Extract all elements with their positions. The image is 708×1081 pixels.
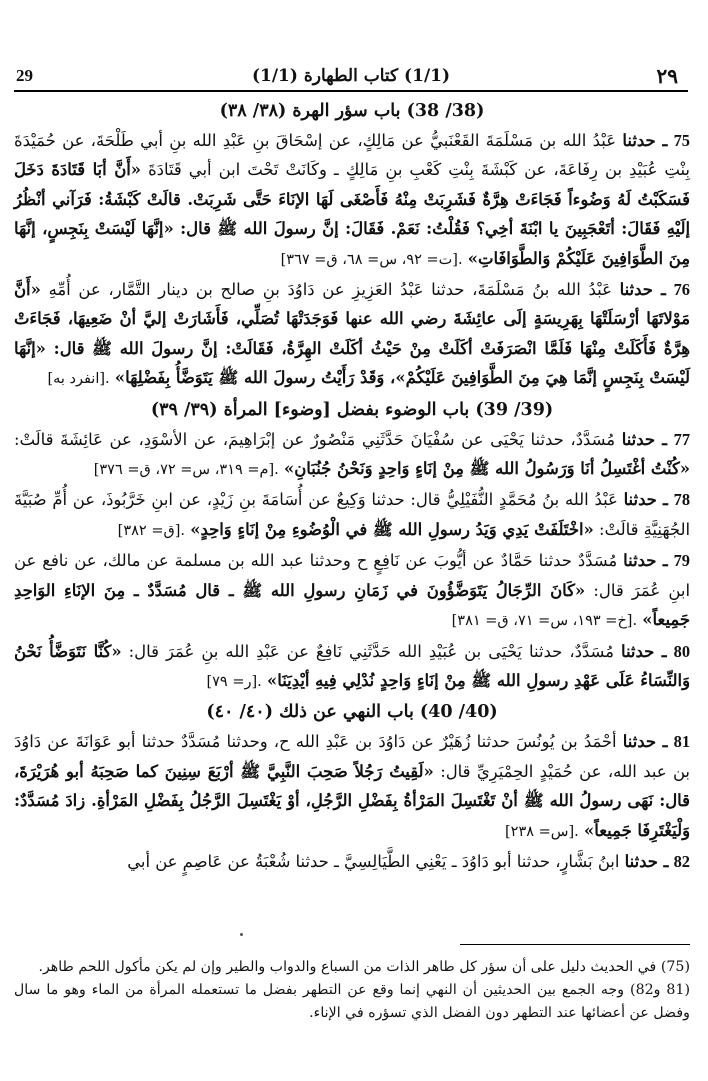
hadith-77 — [14, 425, 690, 486]
hadith-number: 79 — [673, 551, 690, 571]
hadith-lead: ـ حدثنا — [623, 490, 668, 510]
hadith-81 — [14, 727, 690, 847]
hadith-reference: .[ر= ٧٩] — [206, 673, 262, 690]
hadith-isnad: عَبْدُ الله بنُ مُحَمَّدٍ النُّفَيْلِيُّ قال: حدثنا وَكِيعٌ عن أُسَامَةَ بنِ زَيْدٍ، عن ابنِ خَرَّبُوذَ، عن أُمِّ صُبَيَّةَ الجُهَنِيَّةِ قالَتْ: — [14, 490, 690, 539]
chapter-heading: (39/ 39) باب الوضوء بفضل [وضوء] المرأة (٣٩/ ٣٩) — [150, 399, 554, 420]
hadith-reference: .[انفرد به] — [47, 371, 110, 388]
hadith-lead: ـ حدثنا — [624, 851, 669, 871]
hadith-matn: «كُنْتُ أغْتَسِلُ أنَا وَرَسُولُ الله ﷺ مِنْ إنَاءٍ وَاحِدٍ وَنَحْنُ جُنُبَانِ» — [284, 459, 690, 479]
hadith-lead: ـ حدثنا — [622, 131, 668, 150]
hadith-78 — [14, 485, 690, 546]
hadith-number: 78 — [673, 490, 691, 510]
hadith-79 — [14, 546, 690, 636]
hadith-matn: «لَقِيتُ رَجُلاً صَحِبَ النَّبِيَّ ﷺ أرْبَعَ سِنِينَ كما صَحِبَهُ أبو هُرَيْرَةَ، قال: نَهَى رسولُ الله ﷺ أنْ تَغْتَسِلَ المَرْأةُ بِفَضْلِ الرَّجُلِ، أوْ يَغْتَسِلَ الرَّجُلُ بِفَضْلِ المَرْأةِ. زادَ مُسَدَّدٌ: وَلْيَغْتَرِفَا جَمِيعاً» — [14, 761, 690, 840]
chapter-heading: (38/ 38) باب سؤر الهرة (٣٨/ ٣٨) — [219, 101, 485, 121]
main-text — [14, 96, 690, 876]
hadith-isnad: عَبْدُ الله بن مَسْلَمَةَ القَعْنَبيُّ عن مَالِكٍ، عن إسْحَاقَ بنِ عَبْدِ الله بنِ أبي طَلْحَةَ، عن حُمَيْدَةَ بِنْتِ عُبَيْدِ بن رِفَاعَةَ، عن كَبْشَةَ بِنْتِ كَعْبِ بنِ مَالِكٍ ـ وكَانَتْ تَحْتَ ابن أبي قَتَادَةَ — [14, 131, 690, 180]
hadith-number: 75 — [673, 131, 690, 150]
hadith-number: 76 — [673, 280, 690, 300]
hadith-matn: «كَانَ الرِّجَالُ يَتَوَضَّؤُونَ في زَمَانِ رسولِ الله ﷺ ـ قال مُسَدَّدٌ ـ مِنَ الإنَاءِ الوَاحِدِ جَمِيعاً» — [14, 580, 690, 630]
hadith-80 — [14, 637, 690, 698]
hadith-isnad: أحْمَدُ بن يُونُسَ حدثنا زُهَيْرٌ عن دَاوُدَ بن عَبْدِ الله ح، وحدثنا مُسَدَّدٌ حدثنا أبو عَوَانَةَ عن دَاوُدَ بن عبد الله، عن حُمَيْدٍ الحِمْيَرِيِّ قال: — [14, 732, 690, 781]
hadith-isnad: مُسَدَّدٌ، حدثنا يَحْيَى عن سُفْيَانَ حَدَّثَنِي مَنْصُورٌ عن إبْرَاهِيمَ، عن الأسْوَدِ، عن عَائِشَةَ قالَتْ: — [14, 429, 616, 449]
hadith-number: 77 — [673, 429, 691, 449]
hadith-lead: ـ حدثنا — [620, 641, 667, 661]
hadith-reference: .[خ= ١٩٣، س= ٧١، ق= ٣٨١] — [451, 613, 638, 630]
footnotes — [14, 956, 690, 1025]
hadith-isnad: ابنُ بَشَّارٍ، حدثنا أبو دَاوُدَ ـ يَعْنِي الطَّيَالِسِيَّ ـ حدثنا شُعْبَةُ عن عَاصِمٍ عن أبي — [127, 851, 620, 871]
hadith-lead: ـ حدثنا — [621, 429, 667, 449]
footnote: (75) في الحديث دليل على أن سؤر كل طاهر الذات من السباع والدواب والطير وإن لم يكن مأكول اللحم طاهر. — [38, 959, 690, 975]
hadith-lead: ـ حدثنا — [622, 732, 668, 752]
ink-dot — [240, 933, 243, 936]
hadith-number: 81 — [673, 732, 691, 752]
hadith-isnad: عَبْدُ الله بنُ مَسْلَمَةَ، حدثنا عَبْدُ العَزِيزِ عن دَاوُدَ بنِ صالح بن دينار التَّمَّار، عن أُمِّهِ — [48, 280, 612, 300]
hadith-number: 80 — [673, 641, 691, 661]
hadith-reference: .[ت= ٩٢، س= ٦٨، ق= ٣٦٧] — [280, 251, 463, 268]
hadith-75 — [14, 126, 690, 275]
hadith-matn: «أَنَّ مَوْلاتَهَا أرْسَلَتْهَا بِهَرِيسَةٍ إلَى عائِشَةَ رضي الله عنها فَوَجَدَتْهَا تُصَلِّي، فَأَشَارَتْ إليَّ أنْ ضَعِيهَا، فَجَاءَتْ هِرَّةٌ فَأَكَلَتْ مِنْهَا فَلَمَّا انْصَرَفَتْ أكَلَتْ مِنْ حَيْثُ أكَلَتْ الهِرَّةُ، فَقَالَتْ: إنَّ رسولَ الله ﷺ قال: «إنَّهَا لَيْسَتْ بِنَجِسٍ إنَّمَا هِيَ مِنَ الطَّوَافِينَ عَلَيْكُمْ»، وَقَدْ رَأَيْتُ رسولَ الله ﷺ يَتَوَضَّأُ بِفَضْلِهَا» — [14, 280, 690, 388]
page-number-latin: 29 — [16, 66, 33, 85]
running-title: (1/1) كتاب الطهارة (1/1) — [251, 66, 451, 86]
page-header — [14, 60, 688, 92]
footnote: (81 و82) وجه الجمع بين الحديثين أن النهي إنما وقع عن التطهر بفضل ما تستعمله المرأة من الماء وهو ما سال وفضل عن أعضائها عند التطهر دون الفضل الذي تسؤره في الإناء. — [14, 982, 690, 1021]
hadith-number: 82 — [673, 851, 690, 871]
footnote-separator — [460, 944, 690, 945]
hadith-matn: «كُنَّا نَتَوَضَّأُ نَحْنُ وَالنِّسَاءُ عَلَى عَهْدِ رسولِ الله ﷺ مِنْ إنَاءٍ وَاحِدٍ نُدْلِي فِيهِ أيْدِيَنَا» — [14, 641, 690, 690]
hadith-reference: .[س= ٢٣٨] — [505, 823, 579, 840]
hadith-isnad: مُسَدَّدٌ، حدثنا يَحْيَى بن عُبَيْدِ الله حَدَّثَنِي نَافِعٌ عن عَبْدِ الله بنِ عُمَرَ قال: — [128, 641, 614, 661]
hadith-reference: .[م= ٣١٩، س= ٧٢، ق= ٣٧٦] — [93, 462, 279, 479]
hadith-76 — [14, 275, 690, 395]
chapter-heading: (40/ 40) باب النهي عن ذلك (٤٠/ ٤٠) — [206, 702, 498, 723]
hadith-isnad: مُسَدَّدٌ حدثنا حَمَّادٌ عن أيُّوبَ عن نَافِعٍ ح وحدثنا عبد الله بن مسلمة عن مالك، عن نافع عن ابنِ عُمَرَ قال: — [14, 551, 690, 600]
hadith-lead: ـ حدثنا — [619, 280, 666, 300]
hadith-matn: «أَنَّ أبَا قَتَادَةَ دَخَلَ فَسَكَبْتُ لَهُ وَضُوءاً فَجَاءَتْ هِرَّةٌ فَشَرِبَتْ مِنْهُ فَأَصْغَى لَهَا الإنَاءَ حَتَّى شَرِبَتْ. قالَتْ كَبْشَةُ: فَرَآني أنْظُرُ إلَيْهِ فَقَالَ: أتَعْجَبِينَ يا ابْنَةَ أخِي؟ فَقُلْتُ: نَعَمْ. فَقَالَ: إنَّ رسولَ الله ﷺ قال: «إنَّهَا لَيْسَتْ بِنَجِسٍ، إنَّهَا مِنَ الطَّوَافِينَ عَلَيْكُمْ وَالطَّوَافَاتِ» — [14, 160, 690, 268]
hadith-matn: «اخْتَلَفَتْ يَدِي وَيَدُ رسولِ الله ﷺ في الْوُضُوءِ مِنْ إنَاءٍ وَاحِدٍ» — [190, 519, 594, 539]
page-number-arabic: ٢٩ — [656, 64, 678, 88]
hadith-reference: .[ق= ٣٨٢] — [117, 522, 185, 539]
hadith-82 — [14, 847, 690, 876]
hadith-lead: ـ حدثنا — [623, 551, 668, 571]
